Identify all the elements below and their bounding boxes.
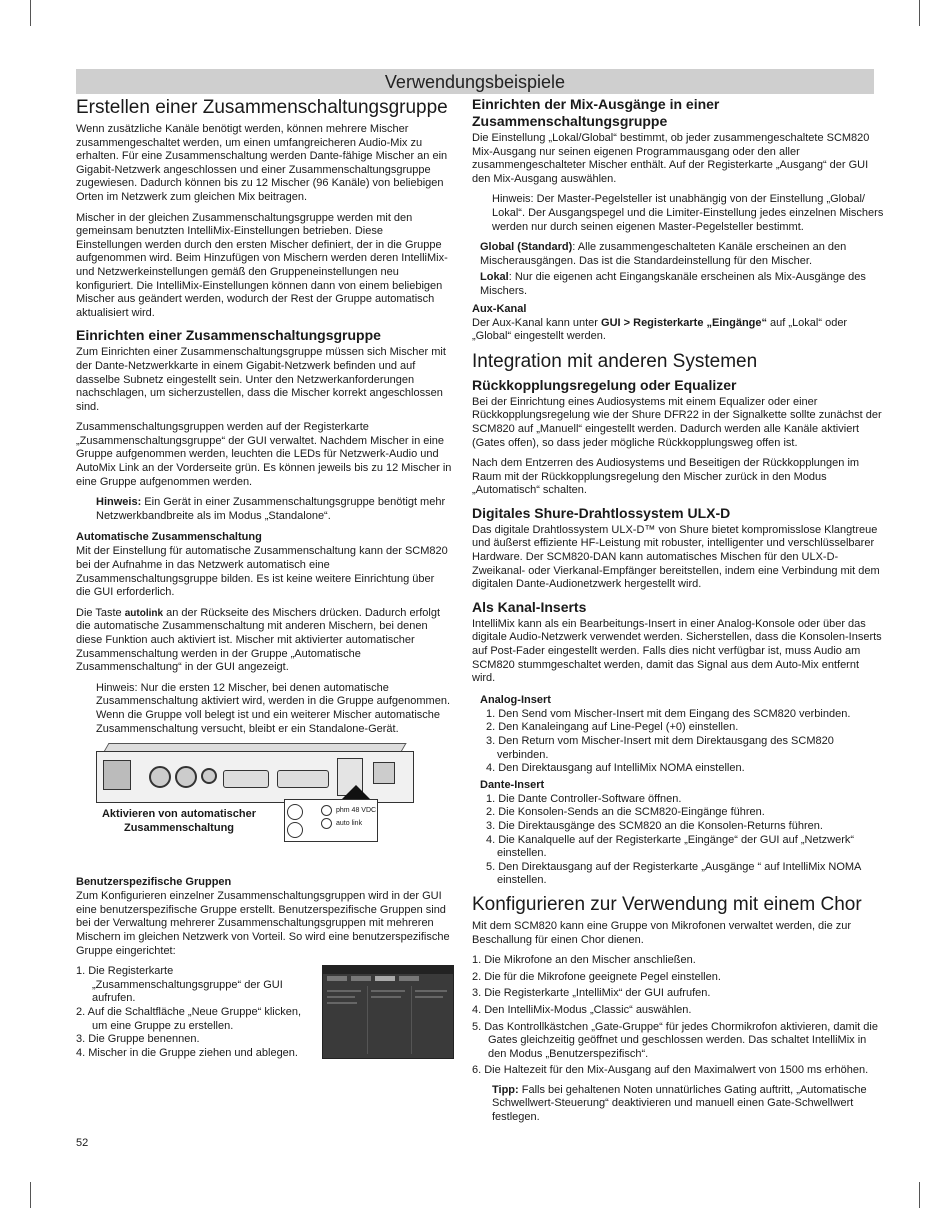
gui-row	[415, 996, 443, 998]
list-item: 4. Die Kanalquelle auf der Registerkarte „Eingänge“ der GUI auf „Netzwerk“ einstellen.	[486, 833, 855, 860]
note-text: Ein Gerät in einer Zusammenschaltungsgruppe benötigt mehr Netzwerkbandbreite als im Modus „Standalone“.	[96, 496, 446, 522]
section-title: Erstellen einer Zusammenschaltungsgruppe	[76, 97, 448, 118]
gui-tab	[375, 976, 395, 981]
subheading: Als Kanal-Inserts	[472, 598, 587, 615]
gui-row	[371, 990, 405, 992]
list-item: 3. Die Direktausgänge des SCM820 an die Konsolen-Returns führen.	[486, 819, 823, 832]
custom-steps-list	[76, 965, 314, 1060]
note: Hinweis: Nur die ersten 12 Mischer, bei denen automatische Zusammenschaltung aktiviert wird, werden in die Gruppe aufgenommen. Wenn die Gruppe voll belegt ist und ein weiterer Mischer automatische Zusammenschaltung versucht, bleibt er ein Standalone-Gerät.	[96, 681, 451, 735]
list-item: 5. Das Kontrollkästchen „Gate-Gruppe“ für jedes Chormikrofon aktivieren, damit die Gates gleichzeitig geöffnet und geschlossen werden. Das schaltet IntelliMix in den Modus „Benutzerspezifisch“.	[472, 1020, 878, 1060]
paragraph: Zusammenschaltungsgruppen werden auf der Registerkarte „Zusammenschaltungsgruppe“ der GUI verwaltet. Nachdem Mischer in eine Gruppe aufgenommen werden, leuchten die LEDs für Netzwerk-Audio und AutoMix Link an der Vorderseite grün. Es können jeweils bis zu 12 Mischer in eine Gruppe aufgenommen werden.	[76, 421, 452, 488]
subheading: Dante-Insert	[480, 778, 545, 791]
text: Der Aux-Kanal kann unter	[472, 316, 602, 329]
left-column	[76, 96, 452, 1066]
custom-steps-block	[76, 965, 452, 1060]
paragraph: Zum Einrichten einer Zusammenschaltungsgruppe müssen sich Mischer mit der Dante-Netzwerkkarte in einem Gigabit-Netzwerk befinden und auf dasselbe Subnetz eingestellt sein. Unter den Netzwerkanforderungen nachschlagen, um sicherzustellen, dass die Mischer korrekt angeschlossen sind.	[76, 346, 446, 413]
list-item: 1. Die Mikrofone an den Mischer anschließen.	[472, 954, 696, 967]
subheading: Benutzerspezifische Gruppen	[76, 876, 232, 889]
paragraph	[76, 607, 452, 675]
gui-pane	[367, 986, 368, 1054]
right-column	[472, 96, 884, 1132]
list-item: 2. Die für die Mikrofone geeignete Pegel einstellen.	[472, 970, 721, 983]
gui-titlebar	[323, 966, 453, 974]
paragraph	[472, 317, 884, 344]
note-label: Hinweis:	[96, 496, 142, 509]
definition-term: Global (Standard)	[480, 241, 573, 254]
definition-text: : Nur die eigenen acht Eingangskanäle erscheinen als Mix-Ausgänge des Mischers.	[480, 271, 866, 297]
gui-row	[415, 990, 447, 992]
gui-row	[327, 996, 355, 998]
dante-steps-list	[472, 793, 884, 888]
paragraph: IntelliMix kann als ein Bearbeitungs-Insert in einer Analog-Konsole oder über das digitale Audio-Netzwerk verwendet werden. Sicherstellen, dass die Konsolen-Inserts auf Post-Fader eingestellt werden. Falls dies nicht verfügbar ist, muss Audio am SCM820 stummgeschaltet werden, damit das Signal aus dem Auto-Mix entfernt wird.	[472, 617, 882, 685]
list-item: 5. Den Direktausgang auf der Registerkarte „Ausgänge “ auf IntelliMix NOMA einstellen.	[486, 860, 861, 887]
note: Hinweis: Der Master-Pegelsteller ist unabhängig von der Einstellung „Global/ Lokal“. Der Ausgangspegel und die Limiter-Einstellung jedes einzelnen Mischers werden nur durch seinen eigenen Master-Pegelsteller bestimmt.	[492, 193, 884, 233]
list-item: 1. Den Send vom Mischer-Insert mit dem Eingang des SCM820 verbinden.	[486, 707, 851, 720]
definition-term: Lokal	[480, 271, 509, 284]
tip-label: Tipp:	[492, 1083, 519, 1096]
xlr-connector-icon	[149, 766, 171, 788]
autolink-callout	[284, 799, 378, 842]
analog-steps-list	[472, 708, 884, 776]
text: auf „Lokal“ oder „Global“ eingestellt werden.	[472, 316, 848, 343]
gui-row	[327, 1002, 357, 1004]
callout-label: phm 48 VDC	[336, 807, 377, 815]
paragraph: Mit dem SCM820 kann eine Gruppe von Mikrofonen verwaltet werden, die zur Beschallung für einen Chor dienen.	[472, 919, 852, 946]
subheading: Aux-Kanal	[472, 302, 527, 315]
definition-text: : Alle zusammengeschalteten Kanäle erscheinen an den Mischerausgängen. Das ist die Standardeinstellung für den Mischer.	[480, 241, 847, 267]
note	[96, 496, 452, 523]
callout-label: auto link	[336, 820, 363, 828]
crop-mark	[30, 0, 31, 26]
key-name: autolink	[124, 607, 164, 619]
tip-text: Falls bei gehaltenen Noten unnatürliches Gating auftritt, „Automatische Schwellwert-Steuerung“ deaktivieren und manuell einen Gate-Schwellwert festlegen.	[492, 1083, 867, 1124]
jack-connector-icon	[201, 768, 217, 784]
gui-path: GUI > Registerkarte „Eingänge“	[601, 316, 767, 329]
subheading: Analog-Insert	[480, 693, 551, 706]
crop-mark	[30, 1182, 31, 1208]
definition	[480, 271, 884, 298]
led-icon	[321, 818, 332, 829]
subheading: Rückkopplungsregelung oder Equalizer	[472, 376, 737, 393]
paragraph: Nach dem Entzerren des Audiosystems und Beseitigen der Rückkopplungen im Raum mit der Rückkopplungsregelung den Mischer zurück in den Modus „Automatisch“ schalten.	[472, 457, 860, 497]
dsub-connector-icon	[223, 770, 269, 788]
list-item: 4. Den IntelliMix-Modus „Classic“ auswählen.	[472, 1003, 692, 1016]
crop-mark	[919, 0, 920, 26]
list-item: 3. Die Registerkarte „IntelliMix“ der GUI aufrufen.	[472, 987, 711, 1000]
list-item: 3. Die Gruppe benennen.	[76, 1033, 200, 1046]
text: Die Taste	[76, 606, 125, 619]
paragraph: Die Einstellung „Lokal/Global“ bestimmt, ob jeder zusammengeschaltete SCM820 Mix-Ausgang nur seinen eigenen Programmausgang oder den aller zusammengeschalteter Mischer enthält. Auf der Registerkarte „Ausgang“ der GUI den Mix-Ausgang auswählen.	[472, 132, 870, 185]
subheading: Einrichten einer Zusammenschaltungsgruppe	[76, 327, 381, 344]
gui-tab	[399, 976, 419, 981]
text: an der Rückseite des Mischers drücken. Dadurch erfolgt die automatische Zusammenschaltung mit anderen Mischern, bei denen diese Funktion auch aktiviert ist. Mischer mit aktivierter automatischer Zusammenschaltung werden in der Gruppe „Automatische Zusammenschaltung“ in der GUI angezeigt.	[76, 606, 441, 674]
subheading: Einrichten der Mix-Ausgänge in einer Zusammenschaltungsgruppe	[472, 96, 720, 129]
definition	[480, 241, 884, 268]
figure-caption: Aktivieren von automatischer Zusammenschaltung	[101, 808, 257, 835]
network-port-icon	[373, 762, 395, 784]
paragraph: Mischer in der gleichen Zusammenschaltungsgruppe werden mit den gemeinsam benutzten IntelliMix-Einstellungen betrieben. Diese Einstellungen werden durch den ersten Mischer definiert, der in die Gruppe aufgenommen wird. Beim Hinzufügen von Mischern werden deren IntelliMix- und Netzwerkeinstellungen gemäß den Gruppeneinstellungen neu konfiguriert. Die IntelliMix-Einstellungen können dann von einem beliebigen Mischer aus geändert werden, wodurch der Rest der Gruppe automatisch aktualisiert wird.	[76, 211, 448, 319]
paragraph: Wenn zusätzliche Kanäle benötigt werden, können mehrere Mischer zusammengeschaltet werden, um einen umfangreicheren Audio-Mix zu erhalten. Für eine Zusammenschaltung werden Dante-fähige Mischer an ein Gigabit-Netzwerk angeschlossen und einer Zusammenschaltungsgruppe zugewiesen. Dadurch können bis zu 12 Mischer (96 Kanäle) von beliebigen Orten im Netzwerk zum gleichen Mix beitragen.	[76, 123, 448, 203]
tip	[492, 1084, 884, 1125]
power-inlet	[103, 760, 131, 790]
autolink-button-icon[interactable]	[287, 822, 303, 838]
list-item: 2. Die Konsolen-Sends an die SCM820-Eingänge führen.	[486, 806, 765, 819]
list-item: 4. Den Direktausgang auf IntelliMix NOMA einstellen.	[486, 762, 745, 775]
gui-tab	[351, 976, 371, 981]
dsub-connector-icon	[277, 770, 329, 788]
paragraph: Mit der Einstellung für automatische Zusammenschaltung kann der SCM820 bei der Aufnahme in das Netzwerk automatisch eine Zusammenschaltungsgruppe bilden. Es ist keine weitere Einrichtung über die GUI erforderlich.	[76, 545, 448, 599]
paragraph: Das digitale Drahtlossystem ULX-D™ von Shure bietet kompromisslose Klangtreue und äußerst effiziente HF-Leistung mit robuster, intelligenter und verschlüsselbarer Hardware. Der SCM820-DAN kann automatisches Mischen für den ULX-D-Zweikanal- oder Vierkanal-Empfänger bereitstellen, indem eine Verbindung mit dem digitalen Dante-Audionetzwerk hergestellt wird.	[472, 523, 880, 591]
list-item: 3. Den Return vom Mischer-Insert mit dem Direktausgang des SCM820 verbinden.	[486, 735, 834, 761]
list-item: 1. Die Registerkarte „Zusammenschaltungsgruppe“ der GUI aufrufen.	[76, 965, 283, 1005]
list-item: 2. Auf die Schaltfläche „Neue Gruppe“ klicken, um eine Gruppe zu erstellen.	[76, 1005, 302, 1032]
gui-pane	[411, 986, 412, 1054]
list-item: 1. Die Dante Controller-Software öffnen.	[486, 792, 682, 805]
list-item: 6. Die Haltezeit für den Mix-Ausgang auf den Maximalwert von 1500 ms erhöhen.	[472, 1064, 869, 1077]
device-illustration	[76, 743, 452, 865]
subheading: Automatische Zusammenschaltung	[76, 531, 262, 544]
gui-row	[371, 996, 401, 998]
gui-screenshot	[322, 965, 454, 1059]
list-item: 4. Mischer in die Gruppe ziehen und ablegen.	[76, 1046, 298, 1059]
gui-row	[327, 990, 361, 992]
paragraph: Zum Konfigurieren einzelner Zusammenschaltungsgruppen wird in der GUI eine benutzerspezifische Gruppe erstellt. Benutzerspezifische Gruppen sind bei der Verwaltung mehrerer Zusammenschaltungsgruppen mit mehreren Mischern im gleichen Netzwerk von Vorteil. So wird eine benutzerspezifische Gruppe eingerichtet:	[76, 890, 450, 957]
section-title: Integration mit anderen Systemen	[472, 350, 758, 372]
section-title: Konfigurieren zur Verwendung mit einem Chor	[472, 893, 862, 915]
page-number: 52	[76, 1137, 89, 1149]
paragraph: Bei der Einrichtung eines Audiosystems mit einem Equalizer oder einer Rückkopplungsregelung wie der Shure DFR22 in der Signalkette sollte zunächst der SCM820 auf „Manuell“ eingestellt werden. Dadurch werden alle Kanäle aktiviert (Gates offen), so dass jeder mögliche Rückkopplungsweg offen ist.	[472, 395, 882, 449]
led-icon	[321, 805, 332, 816]
subheading: Digitales Shure-Drahtlossystem ULX-D	[472, 504, 731, 521]
pointer-arrow-icon	[342, 785, 370, 799]
section-banner: Verwendungsbeispiele	[76, 69, 874, 94]
gui-tab	[327, 976, 347, 981]
crop-mark	[919, 1182, 920, 1208]
choir-steps-list	[472, 954, 884, 1078]
list-item: 2. Den Kanaleingang auf Line-Pegel (+0) einstellen.	[486, 721, 739, 734]
xlr-connector-icon	[175, 766, 197, 788]
